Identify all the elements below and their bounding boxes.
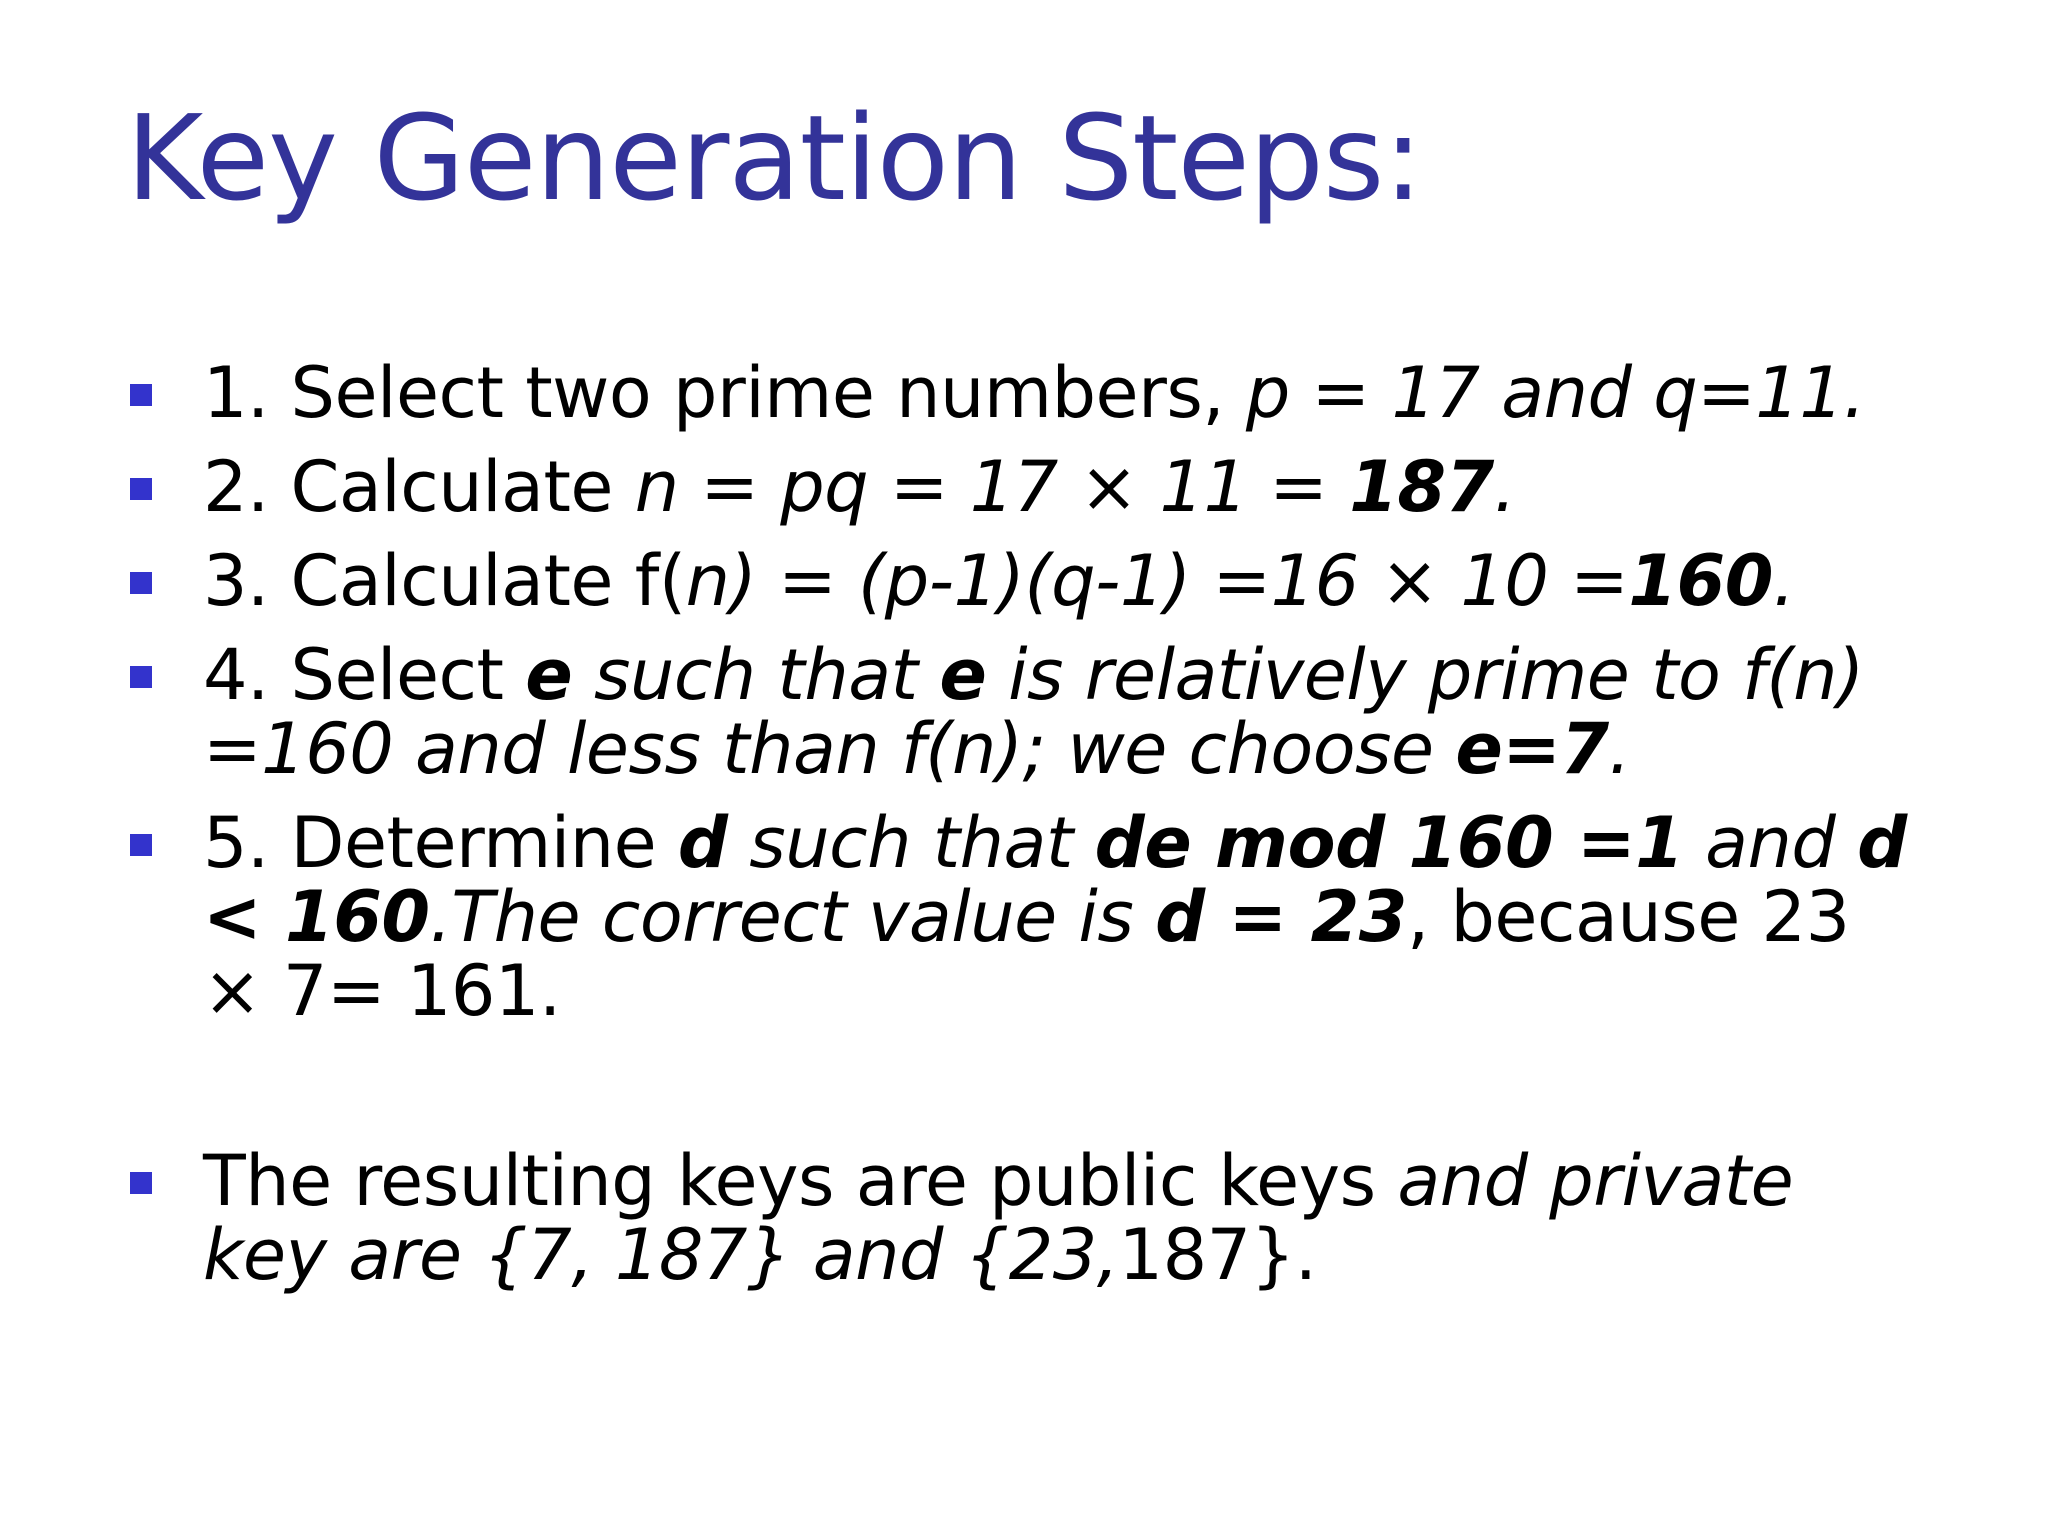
bullet-text: and (1683, 802, 1858, 884)
bullet-text: 160 (1628, 540, 1773, 622)
square-bullet-icon (130, 572, 152, 594)
bullet-text: . (1608, 708, 1631, 790)
square-bullet-icon (130, 834, 152, 856)
bullet-text: 187 (1349, 446, 1494, 528)
bullet-text: such that (727, 802, 1095, 884)
bullet-text: 3. Calculate f( (203, 540, 686, 622)
bullet-item-step-3 (126, 540, 1926, 622)
square-bullet-icon (130, 1172, 152, 1194)
bullet-text: . (1772, 540, 1795, 622)
bullet-item-step-4 (126, 634, 1926, 790)
bullet-text: such that (572, 634, 940, 716)
bullet-text: .The correct value is (429, 876, 1156, 958)
bullet-item-step-1 (126, 352, 1926, 434)
bullet-list (126, 352, 1926, 1312)
bullet-text: 187}. (1118, 1214, 1317, 1296)
bullet-text: , because 23 × 7= 161. (203, 876, 1850, 1032)
bullet-text: 2. Calculate (203, 446, 635, 528)
bullet-text: d < 160 (203, 802, 1907, 958)
bullet-text: The resulting keys are public keys (203, 1140, 1398, 1222)
bullet-text: 1. Select two prime numbers, (203, 352, 1246, 434)
bullet-item-step-5 (126, 802, 1926, 1032)
bullet-text: and private key are {7, 187} and {23, (203, 1140, 1794, 1296)
bullet-text: . (1493, 446, 1516, 528)
bullet-text: d (677, 802, 728, 884)
bullet-text: n = pq = 17 × 11 = (634, 446, 1350, 528)
bullet-text: 5. Determine (203, 802, 678, 884)
bullet-text: 4. Select (203, 634, 526, 716)
bullet-text: is relatively prime to f(n) =160 and less than f(n); we choose (203, 634, 1864, 790)
bullet-text: e (939, 634, 987, 716)
bullet-text: e (525, 634, 573, 716)
square-bullet-icon (130, 384, 152, 406)
bullet-item-step-2 (126, 446, 1926, 528)
bullet-text: d = 23 (1155, 876, 1407, 958)
bullet-text: p = 17 and q=11. (1245, 352, 1866, 434)
bullet-text: e=7 (1455, 708, 1609, 790)
slide-title: Key Generation Steps: (126, 89, 1423, 227)
bullet-text: n) = (p-1)(q-1) =16 × 10 = (685, 540, 1629, 622)
bullet-text: de mod 160 =1 (1094, 802, 1684, 884)
square-bullet-icon (130, 478, 152, 500)
bullet-item-result (126, 1140, 1926, 1296)
square-bullet-icon (130, 666, 152, 688)
